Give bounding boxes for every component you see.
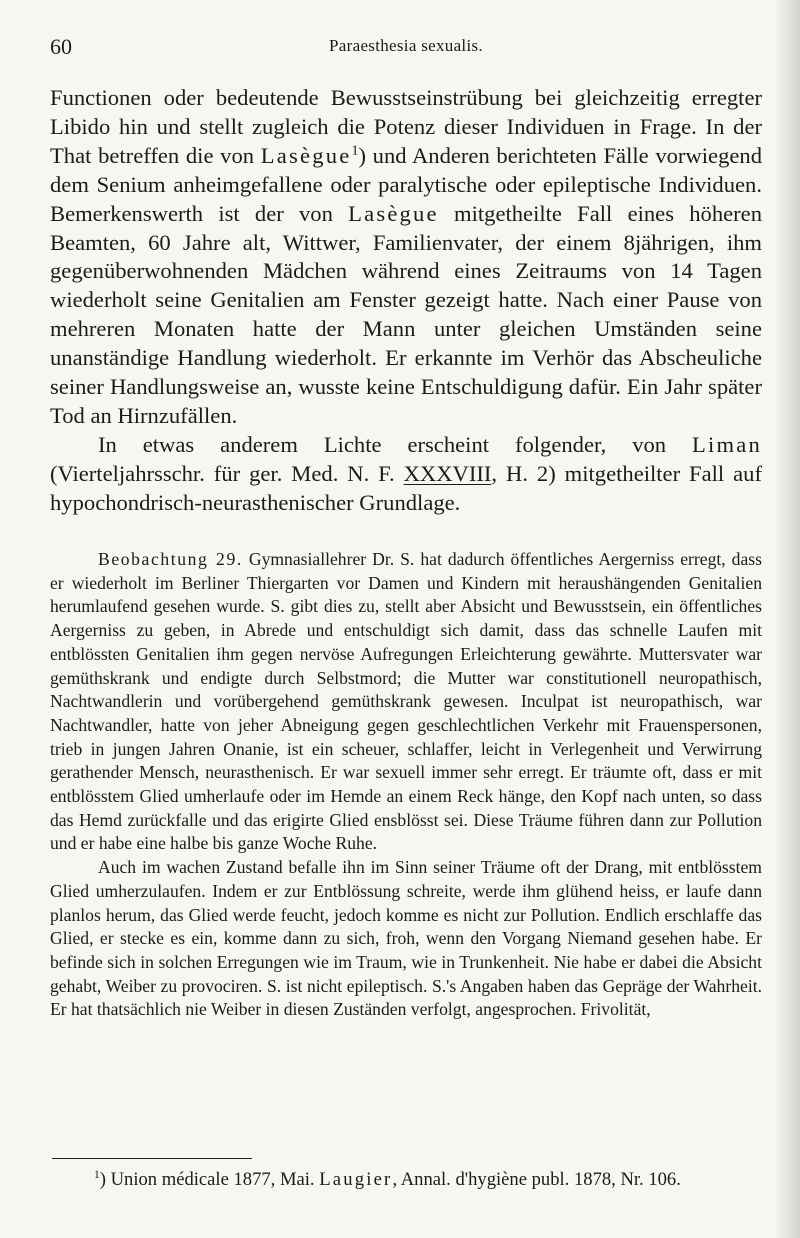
paragraph-1	[50, 84, 762, 431]
main-text	[50, 84, 762, 518]
author-name-liman: Liman	[692, 431, 762, 457]
page-header	[50, 34, 762, 62]
volume-number: XXXVIII	[403, 460, 492, 486]
author-name-lasegue-2: Lasègue	[348, 200, 439, 226]
author-name-laugier: Laugier	[319, 1169, 393, 1190]
paragraph-2	[50, 431, 762, 518]
paragraph-2-text-c: , H. 2) mitgetheilter Fall auf hypochondrisch-neurasthenischer Grundlage.	[50, 460, 762, 515]
author-name-lasegue: Lasègue	[260, 142, 352, 168]
observation-section	[50, 548, 762, 1022]
paragraph-1-text-a: Functionen oder bedeutende Bewusstseinstrübung bei gleichzeitig erregter Libido hin und stellt zugleich die Potenz dieser Individuen in Frage. In der That betreffen die von	[50, 85, 762, 168]
page-number: 60	[50, 34, 72, 59]
observation-label: Beobachtung 29.	[98, 549, 243, 569]
observation-paragraph-2: Auch im wachen Zustand befalle ihn im Sinn seiner Träume oft der Drang, mit entblösstem Glied umherzulaufen. Indem er zur Entblössung schreite, werde ihm glühend heiss, er laufe dann planlos herum, das Glied werde feucht, jedoch komme es nicht zur Pollution. Endlich erschlaffe das Glied, er stecke es ein, komme dann zu sich, froh, wenn den Vorgang Niemand gesehen habe. Er befinde sich in solchen Erregungen wie im Traum, wie in Trunkenheit. Nie habe er dabei die Absicht gehabt, Weiber zu provociren. S. ist nicht epileptisch. S.'s Angaben haben das Gepräge der Wahrheit. Er hat thatsächlich nie Weiber in diesen Zuständen verfolgt, angesprochen. Frivolität,	[50, 857, 762, 1020]
footnote	[50, 1168, 762, 1192]
footnote-text-a: ) Union médicale 1877, Mai.	[99, 1169, 320, 1190]
observation-paragraph-1	[50, 548, 762, 856]
footnote-text	[50, 1168, 762, 1192]
paragraph-2-text-b: (Vierteljahrsschr. für ger. Med. N. F.	[50, 460, 404, 486]
book-page	[50, 0, 762, 1238]
running-head: Paraesthesia sexualis.	[329, 36, 483, 55]
footnote-reference: 1	[351, 143, 359, 159]
footnote-text-b: , Annal. d'hygiène publ. 1878, Nr. 106.	[392, 1169, 681, 1190]
page-edge-shadow	[774, 0, 800, 1238]
footnote-divider	[52, 1158, 252, 1159]
paragraph-1-text-b: ) und Anderen berichteten Fälle vorwiegend dem Senium anheimgefallene oder paralytische oder epileptische Individuen. Bemerkenswerth ist der von	[50, 142, 762, 226]
footnote-mark: 1	[94, 1168, 100, 1181]
observation-paragraph-1-text: Gymnasiallehrer Dr. S. hat dadurch öffentliches Aergerniss erregt, dass er wiederholt im Berliner Thiergarten vor Damen und Kindern mit heraushängenden Genitalien herumlaufend gesehen wurde. S. gibt dies zu, stellt aber Absicht und Bewusstsein, ein öffentliches Aergerniss zu geben, in Abrede und entschuldigt sich damit, dass das schnelle Laufen mit entblössten Genitalien ihm gegen nervöse Aufregungen Erleichterung gewährte. Muttersvater war gemüthskrank und endigte durch Selbstmord; die Mutter war constitutionell neuropathisch, Nachtwandlerin und vorübergehend gemüthskrank gewesen. Inculpat ist neuropathisch, war Nachtwandler, hatte von jeher Abneigung gegen geschlechtlichen Verkehr mit Frauenspersonen, trieb in jungen Jahren Onanie, ist ein scheuer, schlaffer, leicht in Verlegenheit und Verwirrung gerathender Mensch, neurasthenisch. Er war sexuell immer sehr erregt. Er träumte oft, dass er mit entblösstem Glied umherlaufe oder im Hemde an einem Reck hänge, den Kopf nach unten, so dass das Hemd zurückfalle und das erigirte Glied ensblösst sei. Diese Träume führen dann zur Pollution und er habe eine halbe bis ganze Woche Ruhe.	[50, 549, 762, 854]
paragraph-2-text-a: In etwas anderem Lichte erscheint folgender, von	[98, 431, 693, 457]
paragraph-1-text-c: mitgetheilte Fall eines höheren Beamten, 60 Jahre alt, Wittwer, Familienvater, der einem 8jährigen, ihm gegenüberwohnenden Mädchen während eines Zeitraums von 14 Tagen wiederholt seine Genitalien am Fenster gezeigt hatte. Nach einer Pause von mehreren Monaten hatte der Mann unter gleichen Umständen seine unanständige Handlung wiederholt. Er erkannte im Verhör das Abscheuliche seiner Handlungsweise an, wusste keine Entschuldigung dafür. Ein Jahr später Tod an Hirnzufällen.	[50, 200, 762, 428]
